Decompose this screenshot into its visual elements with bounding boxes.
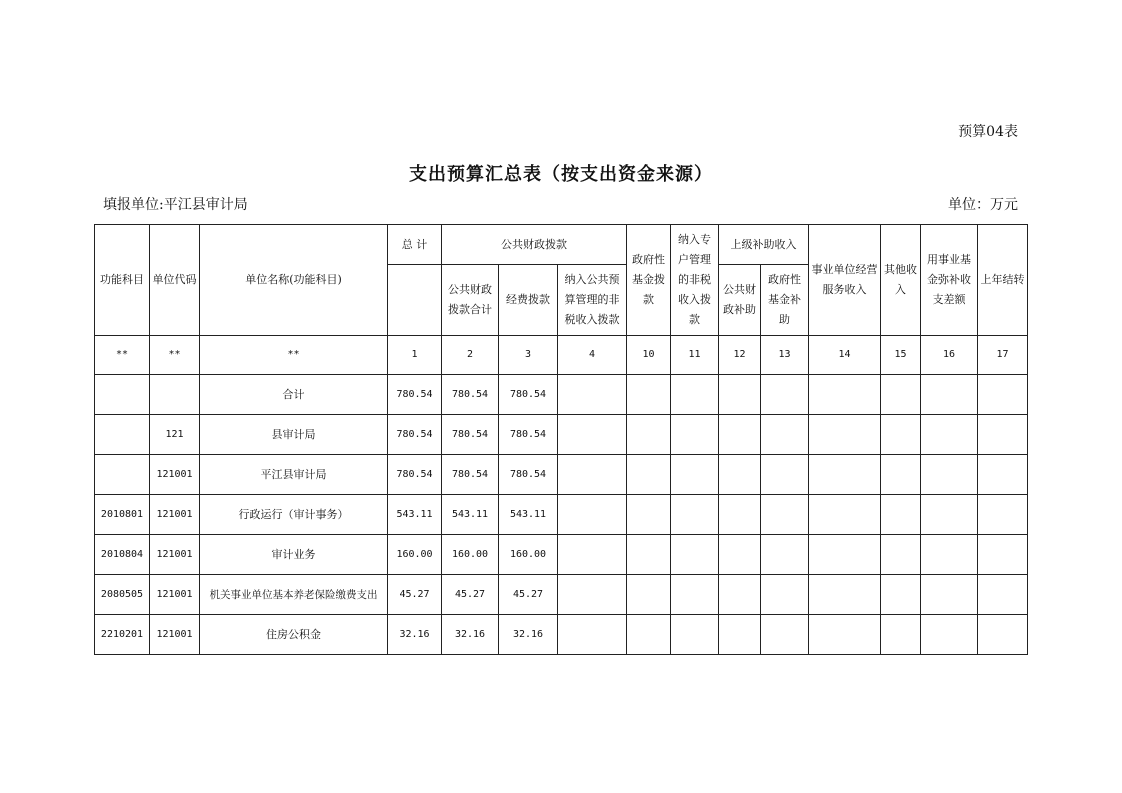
table-row <box>95 575 1028 615</box>
empty-cell <box>558 575 627 615</box>
header-row-1 <box>95 225 1028 265</box>
total-cell: 160.00 <box>388 535 442 575</box>
header-other-income: 其他收入 <box>881 225 921 336</box>
empty-cell <box>558 615 627 655</box>
empty-cell <box>809 615 881 655</box>
index-cell: 13 <box>761 336 809 375</box>
empty-cell <box>627 495 671 535</box>
empty-cell <box>671 415 719 455</box>
index-cell: ** <box>150 336 200 375</box>
table-row <box>95 535 1028 575</box>
unit-code-cell: 121 <box>150 415 200 455</box>
header-gov-fund: 政府性基金拨款 <box>627 225 671 336</box>
func-code-cell <box>95 455 150 495</box>
unit-name-cell: 审计业务 <box>200 535 388 575</box>
empty-cell <box>761 415 809 455</box>
empty-cell <box>558 495 627 535</box>
empty-cell <box>627 535 671 575</box>
pf-total-cell: 780.54 <box>442 455 499 495</box>
empty-cell <box>978 375 1028 415</box>
empty-cell <box>881 495 921 535</box>
unit-code-cell <box>150 375 200 415</box>
pf-total-cell: 780.54 <box>442 375 499 415</box>
empty-cell <box>671 495 719 535</box>
empty-cell <box>671 455 719 495</box>
empty-cell <box>978 615 1028 655</box>
currency-unit: 单位：万元 <box>948 197 1018 213</box>
index-cell: 3 <box>499 336 558 375</box>
total-cell: 32.16 <box>388 615 442 655</box>
empty-cell <box>809 415 881 455</box>
empty-cell <box>921 575 978 615</box>
empty-cell <box>921 415 978 455</box>
index-cell: 12 <box>719 336 761 375</box>
header-unit-name: 单位名称(功能科目) <box>200 225 388 336</box>
empty-cell <box>761 375 809 415</box>
total-cell: 780.54 <box>388 415 442 455</box>
empty-cell <box>881 415 921 455</box>
unit-name-cell: 合计 <box>200 375 388 415</box>
header-upper-subsidy: 上级补助收入 <box>719 225 809 265</box>
index-cell: 17 <box>978 336 1028 375</box>
index-cell: 10 <box>627 336 671 375</box>
empty-cell <box>881 535 921 575</box>
empty-cell <box>719 495 761 535</box>
empty-cell <box>627 575 671 615</box>
empty-cell <box>671 375 719 415</box>
header-special-nontax: 纳入专户管理的非税收入拨款 <box>671 225 719 336</box>
unit-name-cell: 行政运行（审计事务） <box>200 495 388 535</box>
reporting-unit: 填报单位:平江县审计局 <box>103 197 248 213</box>
pf-expense-cell: 160.00 <box>499 535 558 575</box>
index-row <box>95 336 1028 375</box>
func-code-cell: 2010801 <box>95 495 150 535</box>
index-cell: 14 <box>809 336 881 375</box>
empty-cell <box>719 575 761 615</box>
header-us-gov-fund: 政府性基金补助 <box>761 265 809 336</box>
index-cell: 4 <box>558 336 627 375</box>
pf-expense-cell: 780.54 <box>499 375 558 415</box>
empty-cell <box>761 535 809 575</box>
header-public-finance: 公共财政拨款 <box>442 225 627 265</box>
header-total-blank <box>388 265 442 336</box>
empty-cell <box>809 535 881 575</box>
empty-cell <box>978 495 1028 535</box>
empty-cell <box>558 375 627 415</box>
unit-name-cell: 住房公积金 <box>200 615 388 655</box>
empty-cell <box>671 615 719 655</box>
unit-code-cell: 121001 <box>150 455 200 495</box>
func-code-cell: 2010804 <box>95 535 150 575</box>
unit-code-cell: 121001 <box>150 495 200 535</box>
empty-cell <box>719 415 761 455</box>
empty-cell <box>881 615 921 655</box>
pf-total-cell: 45.27 <box>442 575 499 615</box>
header-func-code: 功能科目 <box>95 225 150 336</box>
pf-expense-cell: 45.27 <box>499 575 558 615</box>
empty-cell <box>978 415 1028 455</box>
empty-cell <box>921 615 978 655</box>
empty-cell <box>558 535 627 575</box>
header-pf-expense: 经费拨款 <box>499 265 558 336</box>
index-cell: 16 <box>921 336 978 375</box>
unit-name-cell: 机关事业单位基本养老保险缴费支出 <box>200 575 388 615</box>
func-code-cell: 2210201 <box>95 615 150 655</box>
pf-total-cell: 32.16 <box>442 615 499 655</box>
empty-cell <box>921 455 978 495</box>
empty-cell <box>719 615 761 655</box>
table-row <box>95 415 1028 455</box>
empty-cell <box>671 575 719 615</box>
total-cell: 543.11 <box>388 495 442 535</box>
header-us-public: 公共财政补助 <box>719 265 761 336</box>
empty-cell <box>761 495 809 535</box>
header-fund-balance: 用事业基金弥补收支差额 <box>921 225 978 336</box>
unit-code-cell: 121001 <box>150 615 200 655</box>
index-cell: 15 <box>881 336 921 375</box>
header-carryover: 上年结转 <box>978 225 1028 336</box>
pf-expense-cell: 32.16 <box>499 615 558 655</box>
empty-cell <box>627 375 671 415</box>
func-code-cell <box>95 375 150 415</box>
index-cell: 11 <box>671 336 719 375</box>
empty-cell <box>809 495 881 535</box>
unit-code-cell: 121001 <box>150 575 200 615</box>
empty-cell <box>558 455 627 495</box>
pf-total-cell: 160.00 <box>442 535 499 575</box>
func-code-cell: 2080505 <box>95 575 150 615</box>
empty-cell <box>761 615 809 655</box>
header-total: 总 计 <box>388 225 442 265</box>
pf-expense-cell: 780.54 <box>499 415 558 455</box>
empty-cell <box>921 375 978 415</box>
empty-cell <box>671 535 719 575</box>
empty-cell <box>881 455 921 495</box>
empty-cell <box>719 455 761 495</box>
header-operating-income: 事业单位经营服务收入 <box>809 225 881 336</box>
pf-expense-cell: 780.54 <box>499 455 558 495</box>
empty-cell <box>627 415 671 455</box>
page-title: 支出预算汇总表（按支出资金来源） <box>409 164 713 185</box>
budget-table <box>94 224 1028 655</box>
index-cell: ** <box>200 336 388 375</box>
pf-total-cell: 543.11 <box>442 495 499 535</box>
table-row <box>95 455 1028 495</box>
unit-name-cell: 平江县审计局 <box>200 455 388 495</box>
table-row <box>95 375 1028 415</box>
index-cell: 2 <box>442 336 499 375</box>
pf-total-cell: 780.54 <box>442 415 499 455</box>
empty-cell <box>978 455 1028 495</box>
table-row <box>95 615 1028 655</box>
empty-cell <box>978 575 1028 615</box>
table-row <box>95 495 1028 535</box>
total-cell: 45.27 <box>388 575 442 615</box>
empty-cell <box>627 615 671 655</box>
header-pf-total: 公共财政拨款合计 <box>442 265 499 336</box>
empty-cell <box>719 535 761 575</box>
empty-cell <box>558 415 627 455</box>
form-number: 预算04表 <box>958 124 1018 140</box>
empty-cell <box>978 535 1028 575</box>
unit-code-cell: 121001 <box>150 535 200 575</box>
empty-cell <box>809 375 881 415</box>
total-cell: 780.54 <box>388 455 442 495</box>
empty-cell <box>809 575 881 615</box>
empty-cell <box>881 575 921 615</box>
unit-name-cell: 县审计局 <box>200 415 388 455</box>
empty-cell <box>881 375 921 415</box>
empty-cell <box>921 535 978 575</box>
total-cell: 780.54 <box>388 375 442 415</box>
header-unit-code: 单位代码 <box>150 225 200 336</box>
empty-cell <box>627 455 671 495</box>
empty-cell <box>809 455 881 495</box>
empty-cell <box>761 455 809 495</box>
empty-cell <box>761 575 809 615</box>
func-code-cell <box>95 415 150 455</box>
empty-cell <box>921 495 978 535</box>
index-cell: ** <box>95 336 150 375</box>
empty-cell <box>719 375 761 415</box>
index-cell: 1 <box>388 336 442 375</box>
header-pf-nontax: 纳入公共预算管理的非税收入拨款 <box>558 265 627 336</box>
pf-expense-cell: 543.11 <box>499 495 558 535</box>
